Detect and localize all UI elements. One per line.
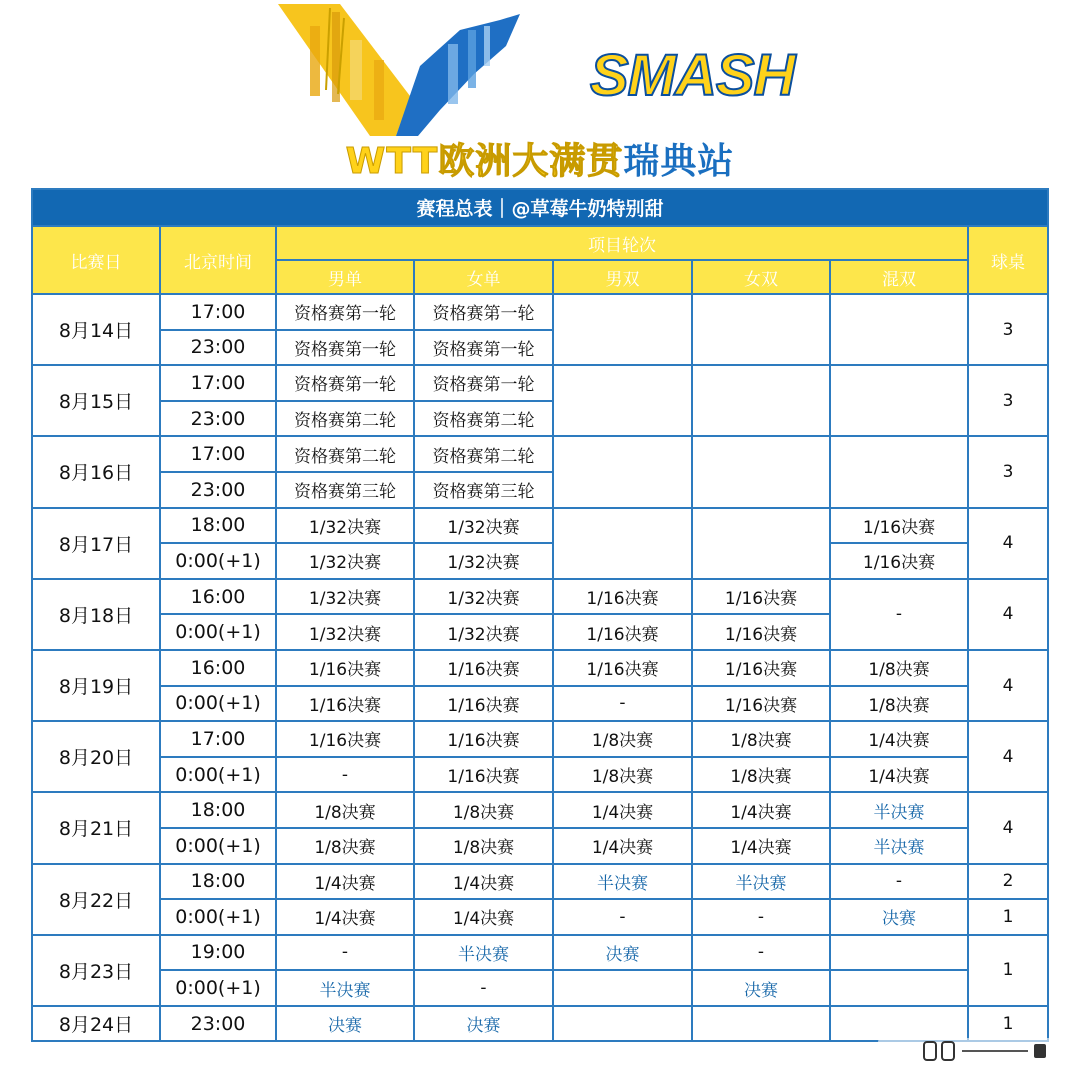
ms-cell: 资格赛第一轮 (276, 365, 414, 401)
time-cell: 17:00 (160, 436, 276, 472)
ms-cell: 1/4决赛 (276, 864, 414, 900)
schedule-table (31, 188, 1049, 1042)
tables-cell: 1 (968, 935, 1048, 1006)
ms-cell: 半决赛 (276, 970, 414, 1006)
ws-cell: 1/16决赛 (414, 757, 553, 793)
time-cell: 16:00 (160, 650, 276, 686)
wd-cell: 1/4决赛 (692, 792, 830, 828)
header-tables: 球桌 (968, 226, 1048, 294)
table-row (32, 543, 1048, 579)
ws-cell: 1/16决赛 (414, 686, 553, 722)
time-cell: 16:00 (160, 579, 276, 615)
ms-cell: - (276, 757, 414, 793)
day-cell: 8月19日 (32, 650, 160, 721)
table-row (32, 508, 1048, 544)
xd-cell: 1/16决赛 (830, 508, 968, 544)
xd-cell (830, 294, 968, 365)
ms-cell: 资格赛第一轮 (276, 294, 414, 330)
wd-cell (692, 1006, 830, 1042)
ws-cell: 资格赛第二轮 (414, 436, 553, 472)
tables-cell: 1 (968, 899, 1048, 935)
schedule-banner: 赛程总表｜@草莓牛奶特别甜 (32, 189, 1048, 226)
ws-cell: 资格赛第二轮 (414, 401, 553, 437)
smash-brand-logo: SMASH (590, 43, 795, 108)
time-cell: 19:00 (160, 935, 276, 971)
ws-cell: 1/32决赛 (414, 579, 553, 615)
time-cell: 17:00 (160, 365, 276, 401)
md-cell: - (553, 899, 692, 935)
tables-cell: 3 (968, 294, 1048, 365)
ms-cell: 决赛 (276, 1006, 414, 1042)
time-cell: 23:00 (160, 472, 276, 508)
time-cell: 23:00 (160, 1006, 276, 1042)
wd-cell: - (692, 899, 830, 935)
ws-cell: 1/32决赛 (414, 543, 553, 579)
xd-cell: - (830, 579, 968, 650)
watermark-logo (878, 1036, 1058, 1066)
ws-cell: - (414, 970, 553, 1006)
wtt-v-logo (270, 0, 570, 140)
time-cell: 23:00 (160, 401, 276, 437)
header-time: 北京时间 (160, 226, 276, 294)
xd-cell: 半决赛 (830, 792, 968, 828)
table-row (32, 970, 1048, 1006)
xd-cell: 决赛 (830, 899, 968, 935)
table-row (32, 436, 1048, 472)
xd-cell: - (830, 864, 968, 900)
time-cell: 17:00 (160, 721, 276, 757)
xd-cell (830, 970, 968, 1006)
ws-cell: 资格赛第一轮 (414, 365, 553, 401)
xd-cell: 1/8决赛 (830, 686, 968, 722)
wd-cell: 1/8决赛 (692, 757, 830, 793)
md-cell: 半决赛 (553, 864, 692, 900)
ws-cell: 1/16决赛 (414, 721, 553, 757)
md-cell: 1/8决赛 (553, 721, 692, 757)
table-row (32, 899, 1048, 935)
wd-cell: 1/8决赛 (692, 721, 830, 757)
tables-cell: 4 (968, 721, 1048, 792)
xd-cell: 1/16决赛 (830, 543, 968, 579)
wd-cell: 1/16决赛 (692, 579, 830, 615)
wd-cell (692, 436, 830, 507)
md-cell: 1/16决赛 (553, 579, 692, 615)
time-cell: 0:00(+1) (160, 686, 276, 722)
tables-cell: 4 (968, 792, 1048, 863)
xd-cell: 1/4决赛 (830, 757, 968, 793)
header-event-ws: 女单 (414, 260, 553, 294)
time-cell: 23:00 (160, 330, 276, 366)
wd-cell (692, 365, 830, 436)
time-cell: 0:00(+1) (160, 614, 276, 650)
md-cell: 决赛 (553, 935, 692, 971)
ms-cell: - (276, 935, 414, 971)
day-cell: 8月23日 (32, 935, 160, 1006)
table-row (32, 757, 1048, 793)
ws-cell: 1/4决赛 (414, 899, 553, 935)
ms-cell: 资格赛第二轮 (276, 401, 414, 437)
time-cell: 0:00(+1) (160, 899, 276, 935)
md-cell: 1/4决赛 (553, 792, 692, 828)
ms-cell: 1/32决赛 (276, 543, 414, 579)
wd-cell: 决赛 (692, 970, 830, 1006)
ws-cell: 半决赛 (414, 935, 553, 971)
ws-cell: 决赛 (414, 1006, 553, 1042)
day-cell: 8月18日 (32, 579, 160, 650)
xd-cell: 1/4决赛 (830, 721, 968, 757)
header-day: 比赛日 (32, 226, 160, 294)
wd-cell (692, 294, 830, 365)
time-cell: 0:00(+1) (160, 828, 276, 864)
ms-cell: 1/16决赛 (276, 650, 414, 686)
header-event-xd: 混双 (830, 260, 968, 294)
wd-cell (692, 508, 830, 579)
day-cell: 8月14日 (32, 294, 160, 365)
time-cell: 18:00 (160, 864, 276, 900)
wd-cell: 1/16决赛 (692, 614, 830, 650)
md-cell (553, 1006, 692, 1042)
ws-cell: 资格赛第三轮 (414, 472, 553, 508)
tables-cell: 2 (968, 864, 1048, 900)
md-cell (553, 970, 692, 1006)
header-event-wd: 女双 (692, 260, 830, 294)
time-cell: 0:00(+1) (160, 757, 276, 793)
day-cell: 8月22日 (32, 864, 160, 935)
ms-cell: 1/4决赛 (276, 899, 414, 935)
wd-cell: 半决赛 (692, 864, 830, 900)
table-row (32, 650, 1048, 686)
tables-cell: 4 (968, 650, 1048, 721)
day-cell: 8月24日 (32, 1006, 160, 1042)
ws-cell: 资格赛第一轮 (414, 294, 553, 330)
tables-cell: 3 (968, 436, 1048, 507)
day-cell: 8月20日 (32, 721, 160, 792)
wd-cell: 1/4决赛 (692, 828, 830, 864)
tables-cell: 1 (968, 1006, 1048, 1042)
md-cell (553, 294, 692, 365)
md-cell: 1/16决赛 (553, 650, 692, 686)
time-cell: 17:00 (160, 294, 276, 330)
ms-cell: 资格赛第三轮 (276, 472, 414, 508)
ms-cell: 资格赛第一轮 (276, 330, 414, 366)
md-cell: - (553, 686, 692, 722)
time-cell: 18:00 (160, 508, 276, 544)
event-title-main: WTT欧洲大满贯 (345, 141, 624, 182)
table-row (32, 294, 1048, 330)
ws-cell: 1/8决赛 (414, 792, 553, 828)
ms-cell: 1/16决赛 (276, 686, 414, 722)
table-row (32, 864, 1048, 900)
table-row (32, 686, 1048, 722)
day-cell: 8月21日 (32, 792, 160, 863)
table-row (32, 792, 1048, 828)
day-cell: 8月16日 (32, 436, 160, 507)
md-cell: 1/8决赛 (553, 757, 692, 793)
tables-cell: 4 (968, 508, 1048, 579)
wd-cell: 1/16决赛 (692, 650, 830, 686)
header (0, 0, 1080, 188)
day-cell: 8月15日 (32, 365, 160, 436)
time-cell: 18:00 (160, 792, 276, 828)
ms-cell: 1/16决赛 (276, 721, 414, 757)
table-row (32, 828, 1048, 864)
ws-cell: 1/32决赛 (414, 614, 553, 650)
header-event-md: 男双 (553, 260, 692, 294)
ms-cell: 1/32决赛 (276, 614, 414, 650)
xd-cell (830, 935, 968, 971)
time-cell: 0:00(+1) (160, 543, 276, 579)
event-title-stop: 瑞典站 (623, 141, 735, 182)
table-row (32, 365, 1048, 401)
table-row (32, 721, 1048, 757)
ms-cell: 1/8决赛 (276, 792, 414, 828)
wd-cell: 1/16决赛 (692, 686, 830, 722)
md-cell (553, 508, 692, 579)
xd-cell: 半决赛 (830, 828, 968, 864)
xd-cell (830, 365, 968, 436)
ws-cell: 1/32决赛 (414, 508, 553, 544)
ms-cell: 1/32决赛 (276, 508, 414, 544)
ms-cell: 1/8决赛 (276, 828, 414, 864)
table-row (32, 935, 1048, 971)
day-cell: 8月17日 (32, 508, 160, 579)
md-cell: 1/4决赛 (553, 828, 692, 864)
tables-cell: 3 (968, 365, 1048, 436)
ws-cell: 1/16决赛 (414, 650, 553, 686)
header-rounds: 项目轮次 (276, 226, 968, 260)
event-title (0, 138, 1080, 186)
wd-cell: - (692, 935, 830, 971)
table-row (32, 579, 1048, 615)
xd-cell (830, 436, 968, 507)
header-event-ms: 男单 (276, 260, 414, 294)
tables-cell: 4 (968, 579, 1048, 650)
time-cell: 0:00(+1) (160, 970, 276, 1006)
ws-cell: 1/8决赛 (414, 828, 553, 864)
ws-cell: 资格赛第一轮 (414, 330, 553, 366)
ms-cell: 1/32决赛 (276, 579, 414, 615)
ws-cell: 1/4决赛 (414, 864, 553, 900)
md-cell: 1/16决赛 (553, 614, 692, 650)
md-cell (553, 436, 692, 507)
md-cell (553, 365, 692, 436)
xd-cell: 1/8决赛 (830, 650, 968, 686)
ms-cell: 资格赛第二轮 (276, 436, 414, 472)
